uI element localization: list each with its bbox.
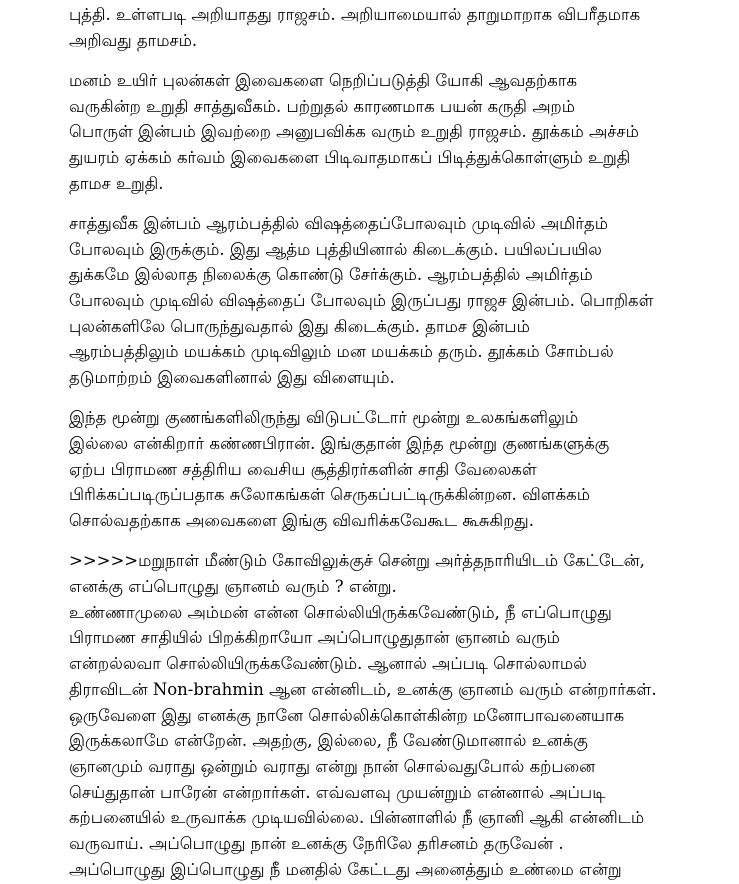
- text-line: புத்தி. உள்ளபடி அறியாதது ராஜசம். அறியாமையால் தாறுமாறாக விபரீதமாக: [69, 5, 641, 24]
- paragraph-1: [69, 2, 689, 53]
- text-line: புலன்களிலே பொருந்துவதால் இது கிடைக்கும். தாமச இன்பம்: [69, 316, 530, 336]
- text-line: வருகின்ற உறுதி சாத்துவீகம். பற்றுதல் காரணமாக பயன் கருதி அறம்: [69, 96, 576, 116]
- document-body: [69, 2, 689, 883]
- paragraph-2: [69, 68, 689, 197]
- text-line: தடுமாற்றம் இவைகளினால் இது விளையும்.: [69, 368, 395, 388]
- text-line: துக்கமே இல்லாத நிலைக்கு கொண்டு சேர்க்கும். ஆரம்பத்தில் அமிர்தம்: [69, 265, 593, 285]
- text-line: பிரிக்கப்படிருப்பதாக சுலோகங்கள் செருகப்பட்டிருக்கின்றன. விளக்கம்: [69, 485, 591, 505]
- paragraph-5: [69, 548, 689, 882]
- text-line: எனக்கு எப்பொழுது ஞானம் வரும் ? என்று.: [69, 577, 397, 597]
- text-line: செய்துதான் பாரேன் என்றார்கள். எவ்வளவு முயன்றும் என்னால் அப்படி: [69, 782, 606, 802]
- text-line: இருக்கலாமே என்றேன். அதற்கு, இல்லை, நீ வேண்டுமானால் உனக்கு: [69, 731, 588, 751]
- text-line: ஆரம்பத்திலும் மயக்கம் முடிவிலும் மன மயக்கம் தரும். தூக்கம் சோம்பல்: [69, 342, 614, 362]
- text-line: போலவும் முடிவில் விஷத்தைப் போலவும் இருப்பது ராஜச இன்பம். பொறிகள்: [69, 291, 654, 311]
- text-line: ஞானமும் வராது ஒன்றும் வராது என்று நான் சொல்வதுபோல் கற்பனை: [69, 756, 596, 776]
- text-line: பொருள் இன்பம் இவற்றை அனுபவிக்க வரும் உறுதி ராஜசம். தூக்கம் அச்சம்: [69, 122, 639, 142]
- text-line: துயரம் ஏக்கம் கர்வம் இவைகளை பிடிவாதமாகப் பிடித்துக்கொள்ளும் உறுதி: [69, 148, 631, 168]
- text-line: பிராமண சாதியில் பிறக்கிறாயோ அப்பொழுதுதான் ஞானம் வரும்: [69, 628, 560, 648]
- paragraph-3: [69, 211, 689, 391]
- text-line: >>>>>மறுநாள் மீண்டும் கோவிலுக்குச் சென்று அர்த்தநாரியிடம் கேட்டேன்,: [69, 551, 645, 571]
- text-line: உண்ணாமுலை அம்மன் என்ன சொல்லியிருக்கவேண்டும், நீ எப்பொழுது: [69, 602, 612, 622]
- text-line: தாமச உறுதி.: [69, 173, 164, 193]
- text-line: சாத்துவீக இன்பம் ஆரம்பத்தில் விஷத்தைப்போலவும் முடிவில் அமிர்தம்: [69, 213, 609, 233]
- text-line: அறிவது தாமசம்.: [69, 30, 198, 50]
- text-line: ஒருவேளை இது எனக்கு நானே சொல்லிக்கொள்கின்ற மனோபாவனையாக: [69, 705, 625, 725]
- text-line: அப்பொழுது இப்பொழுது நீ மனதில் கேட்டது அனைத்தும் உண்மை என்று: [69, 859, 622, 879]
- text-line: சொல்வதற்காக அவைகளை இங்கு விவரிக்கவேகூட கூசுகிறது.: [69, 511, 534, 531]
- text-line: போலவும் இருக்கும். இது ஆத்ம புத்தியினால் கிடைக்கும். பயிலப்பயில: [69, 239, 602, 259]
- text-line: இந்த மூன்று குணங்களிலிருந்து விடுபட்டோர் மூன்று உலகங்களிலும்: [69, 408, 579, 428]
- text-line: என்றல்லவா சொல்லியிருக்கவேண்டும். ஆனால் அப்படி சொல்லாமல்: [69, 654, 587, 674]
- text-line: மனம் உயிர் புலன்கள் இவைகளை நெறிப்படுத்தி யோகி ஆவதற்காக: [69, 70, 578, 90]
- text-line: கற்பனையில் உருவாக்க முடியவில்லை. பின்னாளில் நீ ஞானி ஆகி என்னிடம்: [69, 808, 645, 828]
- text-line: திராவிடன் Non-brahmin ஆன என்னிடம், உனக்கு ஞானம் வரும் என்றார்கள்.: [69, 679, 657, 699]
- paragraph-4: [69, 405, 689, 534]
- text-line: இல்லை என்கிறார் கண்ணபிரான். இங்குதான் இந்த மூன்று குணங்களுக்கு: [69, 434, 610, 454]
- text-line: வருவாய். அப்பொழுது நான் உனக்கு நேரிலே தரிசனம் தருவேன் .: [69, 834, 564, 854]
- text-line: ஏற்ப பிராமண சத்திரிய வைசிய சூத்திரர்களின் சாதி வேலைகள்: [69, 459, 537, 479]
